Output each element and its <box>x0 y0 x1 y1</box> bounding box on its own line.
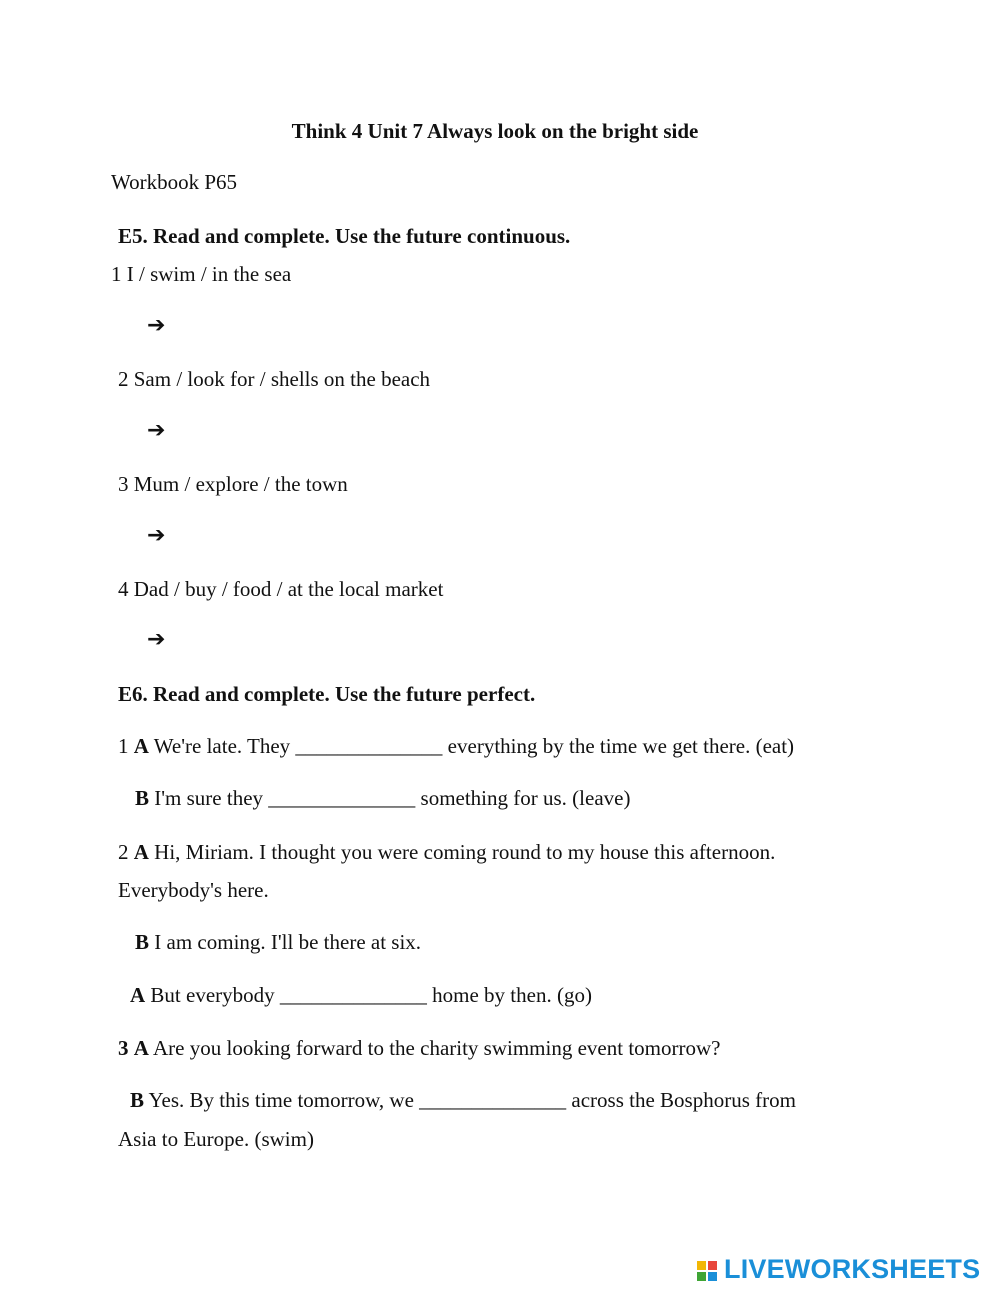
speaker-b-label: B <box>135 930 150 954</box>
e6-q2-a2-text: But everybody ______________ home by then. (go) <box>145 983 592 1007</box>
speaker-a-label: A <box>130 983 146 1007</box>
speaker-b-label: B <box>135 786 150 810</box>
e6-q3-line-b <box>130 1090 796 1111</box>
e5-item-1: 1 I / swim / in the sea <box>111 262 292 286</box>
arrow-right-icon: ➔ <box>147 418 166 443</box>
question-number: 2 <box>118 840 129 864</box>
e6-q1-line-b <box>135 788 630 809</box>
speaker-b-label: B <box>130 1088 145 1112</box>
arrow-right-icon: ➔ <box>147 627 166 652</box>
logo-tile <box>697 1272 706 1281</box>
e6-q3-line-a <box>118 1038 720 1059</box>
e6-q1-line-a <box>118 736 794 757</box>
e6-q2-a-continued: Everybody's here. <box>118 878 269 902</box>
arrow-right-icon: ➔ <box>147 523 166 548</box>
e5-heading: E5. Read and complete. Use the future continuous. <box>118 224 571 248</box>
speaker-a-label: A <box>133 734 149 758</box>
logo-tile <box>708 1261 717 1270</box>
e6-q2-line-b <box>135 932 421 953</box>
e6-q3-b-continued: Asia to Europe. (swim) <box>118 1127 314 1151</box>
e5-item-3: 3 Mum / explore / the town <box>118 472 348 496</box>
e6-q2-line-a <box>118 842 775 863</box>
workbook-reference: Workbook P65 <box>111 170 238 194</box>
page-title: Think 4 Unit 7 Always look on the bright side <box>291 119 699 143</box>
logo-tile <box>708 1272 717 1281</box>
e6-q3-a-text: Are you looking forward to the charity swimming event tomorrow? <box>148 1036 721 1060</box>
logo-wordmark: LIVEWORKSHEETS <box>724 1254 981 1284</box>
e6-q2-line-a2 <box>130 985 592 1006</box>
arrow-right-icon: ➔ <box>147 313 166 338</box>
speaker-a-label: A <box>133 840 149 864</box>
question-number: 3 <box>118 1036 129 1060</box>
question-number: 1 <box>118 734 129 758</box>
e6-q3-b-text: Yes. By this time tomorrow, we ______________ across the Bosphorus from <box>144 1088 796 1112</box>
e6-q1-b-text: I'm sure they ______________ something for us. (leave) <box>149 786 631 810</box>
speaker-a-label: A <box>133 1036 149 1060</box>
logo-tile <box>697 1261 706 1270</box>
e5-item-4: 4 Dad / buy / food / at the local market <box>118 577 444 601</box>
e5-item-2: 2 Sam / look for / shells on the beach <box>118 367 431 391</box>
e6-heading: E6. Read and complete. Use the future perfect. <box>118 682 536 706</box>
liveworksheets-logo <box>697 1254 993 1284</box>
e6-q1-a-text: We're late. They ______________ everything by the time we get there. (eat) <box>148 734 795 758</box>
e6-q2-b-text: I am coming. I'll be there at six. <box>149 930 422 954</box>
e6-q2-a-text: Hi, Miriam. I thought you were coming round to my house this afternoon. <box>148 840 776 864</box>
